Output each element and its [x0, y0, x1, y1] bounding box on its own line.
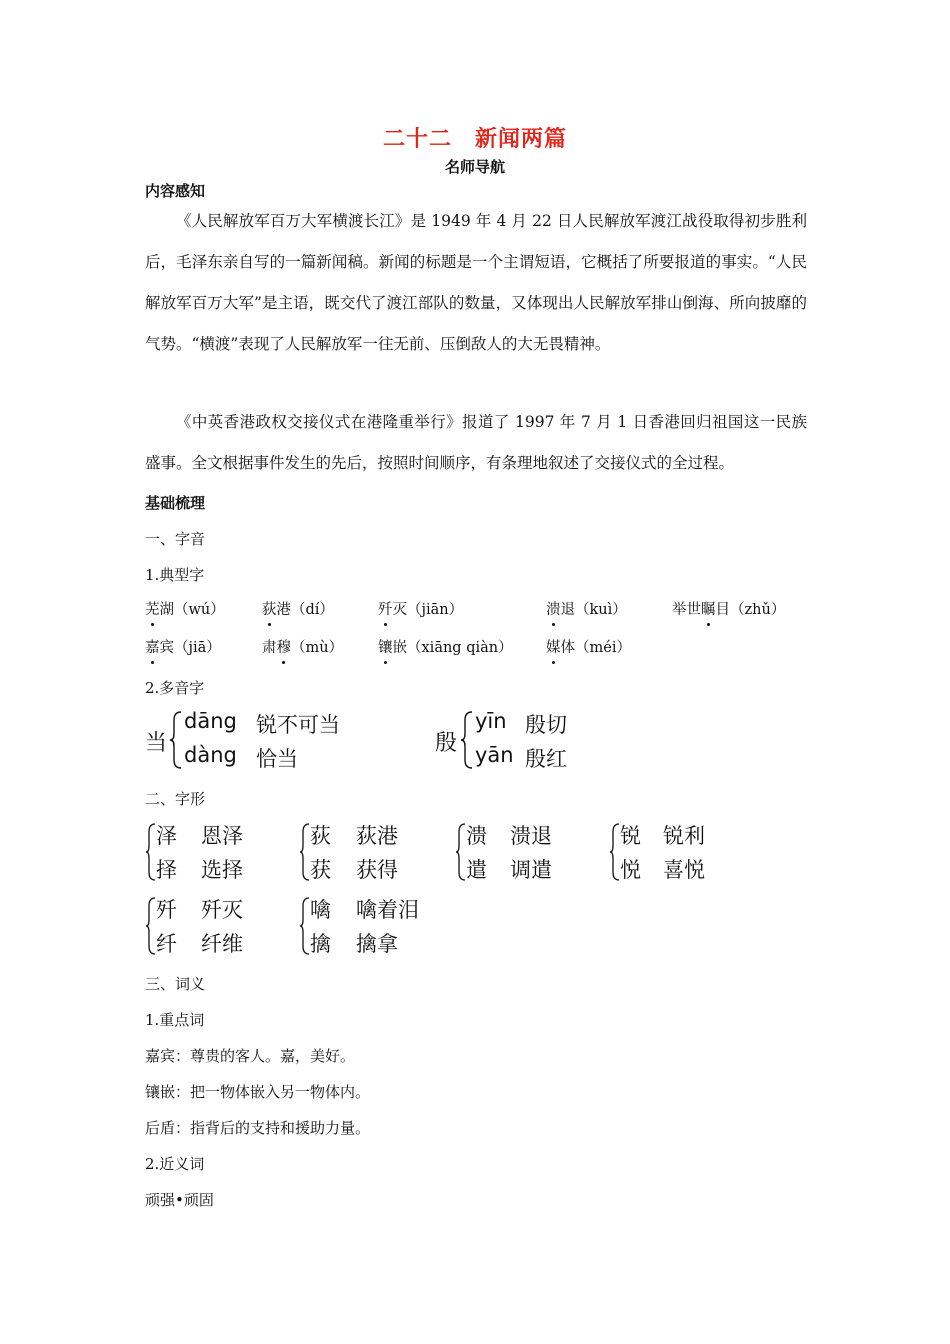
dotted-char: 穆 [277, 636, 292, 657]
word-item: 溃退（kuì） [546, 598, 627, 619]
glyph-word: 恩泽 [201, 824, 243, 848]
example-word: 殷切 [525, 713, 567, 737]
glyph-word: 溃退 [510, 824, 552, 848]
example-word: 恰当 [256, 747, 298, 771]
dotted-char: 荻 [262, 598, 277, 619]
glyph-word: 锐利 [663, 824, 705, 848]
brace-icon [459, 710, 475, 770]
glyph-char: 锐 [620, 824, 641, 848]
subheading-pronunciation: 一、字音 [145, 530, 206, 548]
glyph-char: 择 [156, 858, 177, 882]
pinyin: dāng [184, 709, 237, 733]
synonym-pair: 顽强•顽固 [145, 1191, 214, 1209]
glyph-char: 泽 [156, 824, 177, 848]
subheading-synonyms: 2.近义词 [145, 1155, 205, 1173]
subheading-polyphonic: 2.多音字 [145, 679, 205, 697]
glyph-word: 纤维 [201, 932, 243, 956]
glyph-word: 擒拿 [356, 932, 398, 956]
subheading-meaning: 三、词义 [145, 975, 206, 993]
paragraph-1: 《人民解放军百万大军横渡长江》是 1949 年 4 月 22 日人民解放军渡江战役取得初步胜利后，毛泽东亲自写的一篇新闻稿。新闻的标题是一个主谓短语，它概括了所要报道的事实。“人民解放军百万大军”是主语，既交代了渡江部队的数量，又体现出人民解放军排山倒海、所向披靡的气势。“横渡”表现了人民解放军一往无前、压倒敌人的大无畏精神。 [145, 212, 807, 353]
dotted-char: 镶 [378, 636, 393, 657]
pinyin: dàng [184, 743, 237, 767]
subheading-glyph: 二、字形 [145, 790, 206, 808]
word-item: 镶嵌（xiāng qiàn） [378, 636, 513, 657]
brace-icon [168, 710, 184, 770]
subheading-typical-chars: 1.典型字 [145, 566, 205, 584]
definition-item: 嘉宾：尊贵的客人。嘉，美好。 [145, 1047, 356, 1065]
dotted-char: 嘉 [145, 636, 160, 657]
dotted-char: 溃 [546, 598, 561, 619]
glyph-char: 噙 [310, 898, 331, 922]
word-item: 芜湖（wú） [145, 598, 225, 619]
pinyin: yīn [475, 709, 507, 733]
page-subtitle: 名师导航 [444, 158, 505, 176]
glyph-char: 溃 [466, 824, 487, 848]
page-title: 二十二 新闻两篇 [382, 127, 567, 152]
word-item: 肃穆（mù） [262, 636, 343, 657]
glyph-char: 荻 [310, 824, 331, 848]
glyph-char: 遣 [466, 858, 487, 882]
glyph-word: 选择 [201, 858, 243, 882]
glyph-char: 纤 [156, 932, 177, 956]
polyphonic-char: 当 [145, 731, 168, 756]
word-item: 歼灭（jiān） [378, 598, 463, 619]
glyph-word: 噙着泪 [356, 898, 419, 922]
glyph-word: 荻港 [356, 824, 398, 848]
definition-item: 镶嵌：把一物体嵌入另一物体内。 [145, 1083, 371, 1101]
dotted-char: 歼 [378, 598, 393, 619]
example-word: 锐不可当 [256, 713, 340, 737]
glyph-word: 调遣 [510, 858, 552, 882]
word-item: 举世瞩目（zhǔ） [672, 598, 785, 619]
pinyin: yān [475, 743, 514, 767]
word-item: 嘉宾（jiā） [145, 636, 221, 657]
glyph-char: 擒 [310, 932, 331, 956]
glyph-word: 歼灭 [201, 898, 243, 922]
dotted-char: 芜 [145, 598, 160, 619]
glyph-char: 获 [310, 858, 331, 882]
polyphonic-char: 殷 [435, 731, 458, 756]
section-heading-basics: 基础梳理 [145, 494, 206, 512]
glyph-char: 歼 [156, 898, 177, 922]
dotted-char: 媒 [546, 636, 561, 657]
word-item: 媒体（méi） [546, 636, 631, 657]
paragraph-2: 《中英香港政权交接仪式在港隆重举行》报道了 1997 年 7 月 1 日香港回归祖国这一民族盛事。全文根据事件发生的先后，按照时间顺序，有条理地叙述了交接仪式的全过程。 [145, 413, 807, 472]
glyph-word: 喜悦 [663, 858, 705, 882]
glyph-word: 获得 [356, 858, 398, 882]
word-item: 荻港（dí） [262, 598, 334, 619]
section-heading-content: 内容感知 [145, 182, 206, 200]
subheading-key-words: 1.重点词 [145, 1011, 205, 1029]
definition-item: 后盾：指背后的支持和援助力量。 [145, 1119, 371, 1137]
dotted-char: 瞩 [701, 598, 716, 619]
glyph-char: 悦 [620, 858, 641, 882]
example-word: 殷红 [525, 747, 567, 771]
